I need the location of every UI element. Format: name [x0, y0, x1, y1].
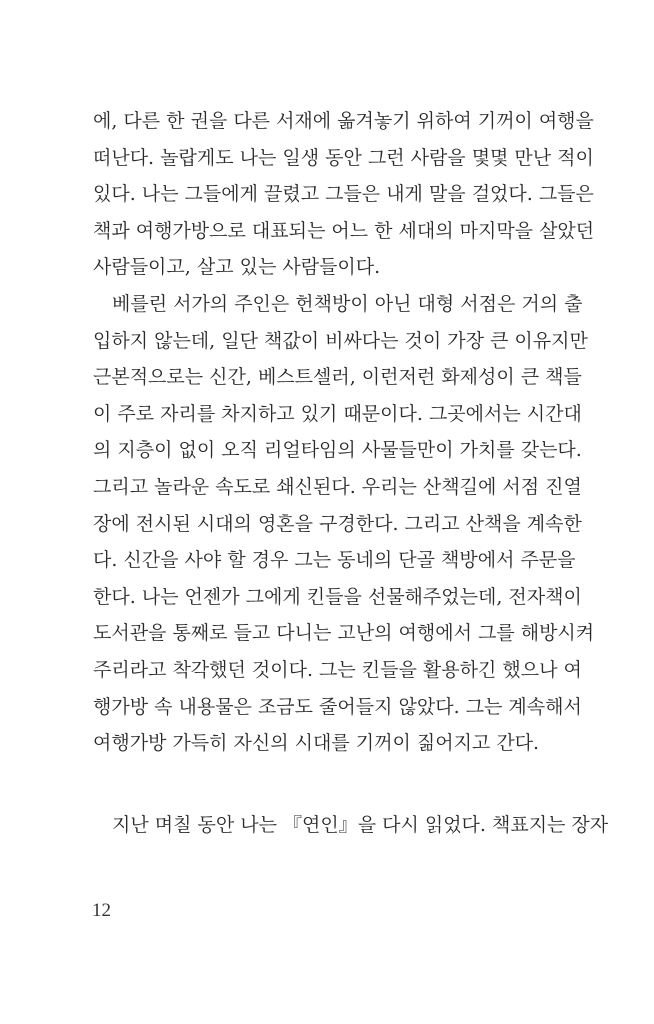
text-line: 여행가방 가득히 자신의 시대를 기꺼이 짊어지고 간다.	[93, 732, 540, 755]
text-line: 한다. 나는 언젠가 그에게 킨들을 선물해주었는데, 전자책이	[93, 585, 582, 608]
page-number: 12	[92, 900, 111, 921]
text-line: 그리고 놀라운 속도로 쇄신된다. 우리는 산책길에 서점 진열	[93, 475, 582, 498]
text-line: 사람들이고, 살고 있는 사람들이다.	[93, 256, 381, 279]
text-line: 입하지 않는데, 일단 책값이 비싸다는 것이 가장 큰 이유지만	[93, 329, 588, 352]
text-line: 다. 신간을 사야 할 경우 그는 동네의 단골 책방에서 주문을	[93, 549, 576, 572]
text-line: 책과 여행가방으로 대표되는 어느 한 세대의 마지막을 살았던	[93, 219, 595, 242]
text-line: 행가방 속 내용물은 조금도 줄어들지 않았다. 그는 계속해서	[93, 695, 582, 718]
paragraph-2	[93, 286, 595, 762]
text-line: 근본적으로는 신간, 베스트셀러, 이런저런 화제성이 큰 책들	[93, 366, 582, 389]
text-line: 도서관을 통째로 들고 다니는 고난의 여행에서 그를 해방시켜	[93, 622, 595, 645]
text-line: 지난 며칠 동안 나는 『연인』을 다시 읽었다. 책표지는 장자	[112, 813, 609, 836]
paragraph-1	[93, 103, 595, 286]
text-line: 에, 다른 한 권을 다른 서재에 옮겨놓기 위하여 기꺼이 여행을	[93, 110, 594, 132]
text-line: 주리라고 착각했던 것이다. 그는 킨들을 활용하긴 했으나 여	[93, 658, 582, 681]
text-line: 떠난다. 놀랍게도 나는 일생 동안 그런 사람을 몇몇 만난 적이	[93, 146, 594, 169]
text-line: 있다. 나는 그들에게 끌렸고 그들은 내게 말을 걸었다. 그들은	[93, 183, 594, 206]
text-line: 의 지층이 없이 오직 리얼타임의 사물들만이 가치를 갖는다.	[93, 439, 582, 462]
section-gap	[93, 762, 556, 807]
page-body	[93, 103, 609, 843]
paragraph-3	[93, 807, 609, 844]
text-line: 이 주로 자리를 차지하고 있기 때문이다. 그곳에서는 시간대	[93, 402, 582, 425]
text-line: 베를린 서가의 주인은 헌책방이 아닌 대형 서점은 거의 출	[112, 292, 583, 315]
text-line: 장에 전시된 시대의 영혼을 구경한다. 그리고 산책을 계속한	[93, 512, 582, 535]
